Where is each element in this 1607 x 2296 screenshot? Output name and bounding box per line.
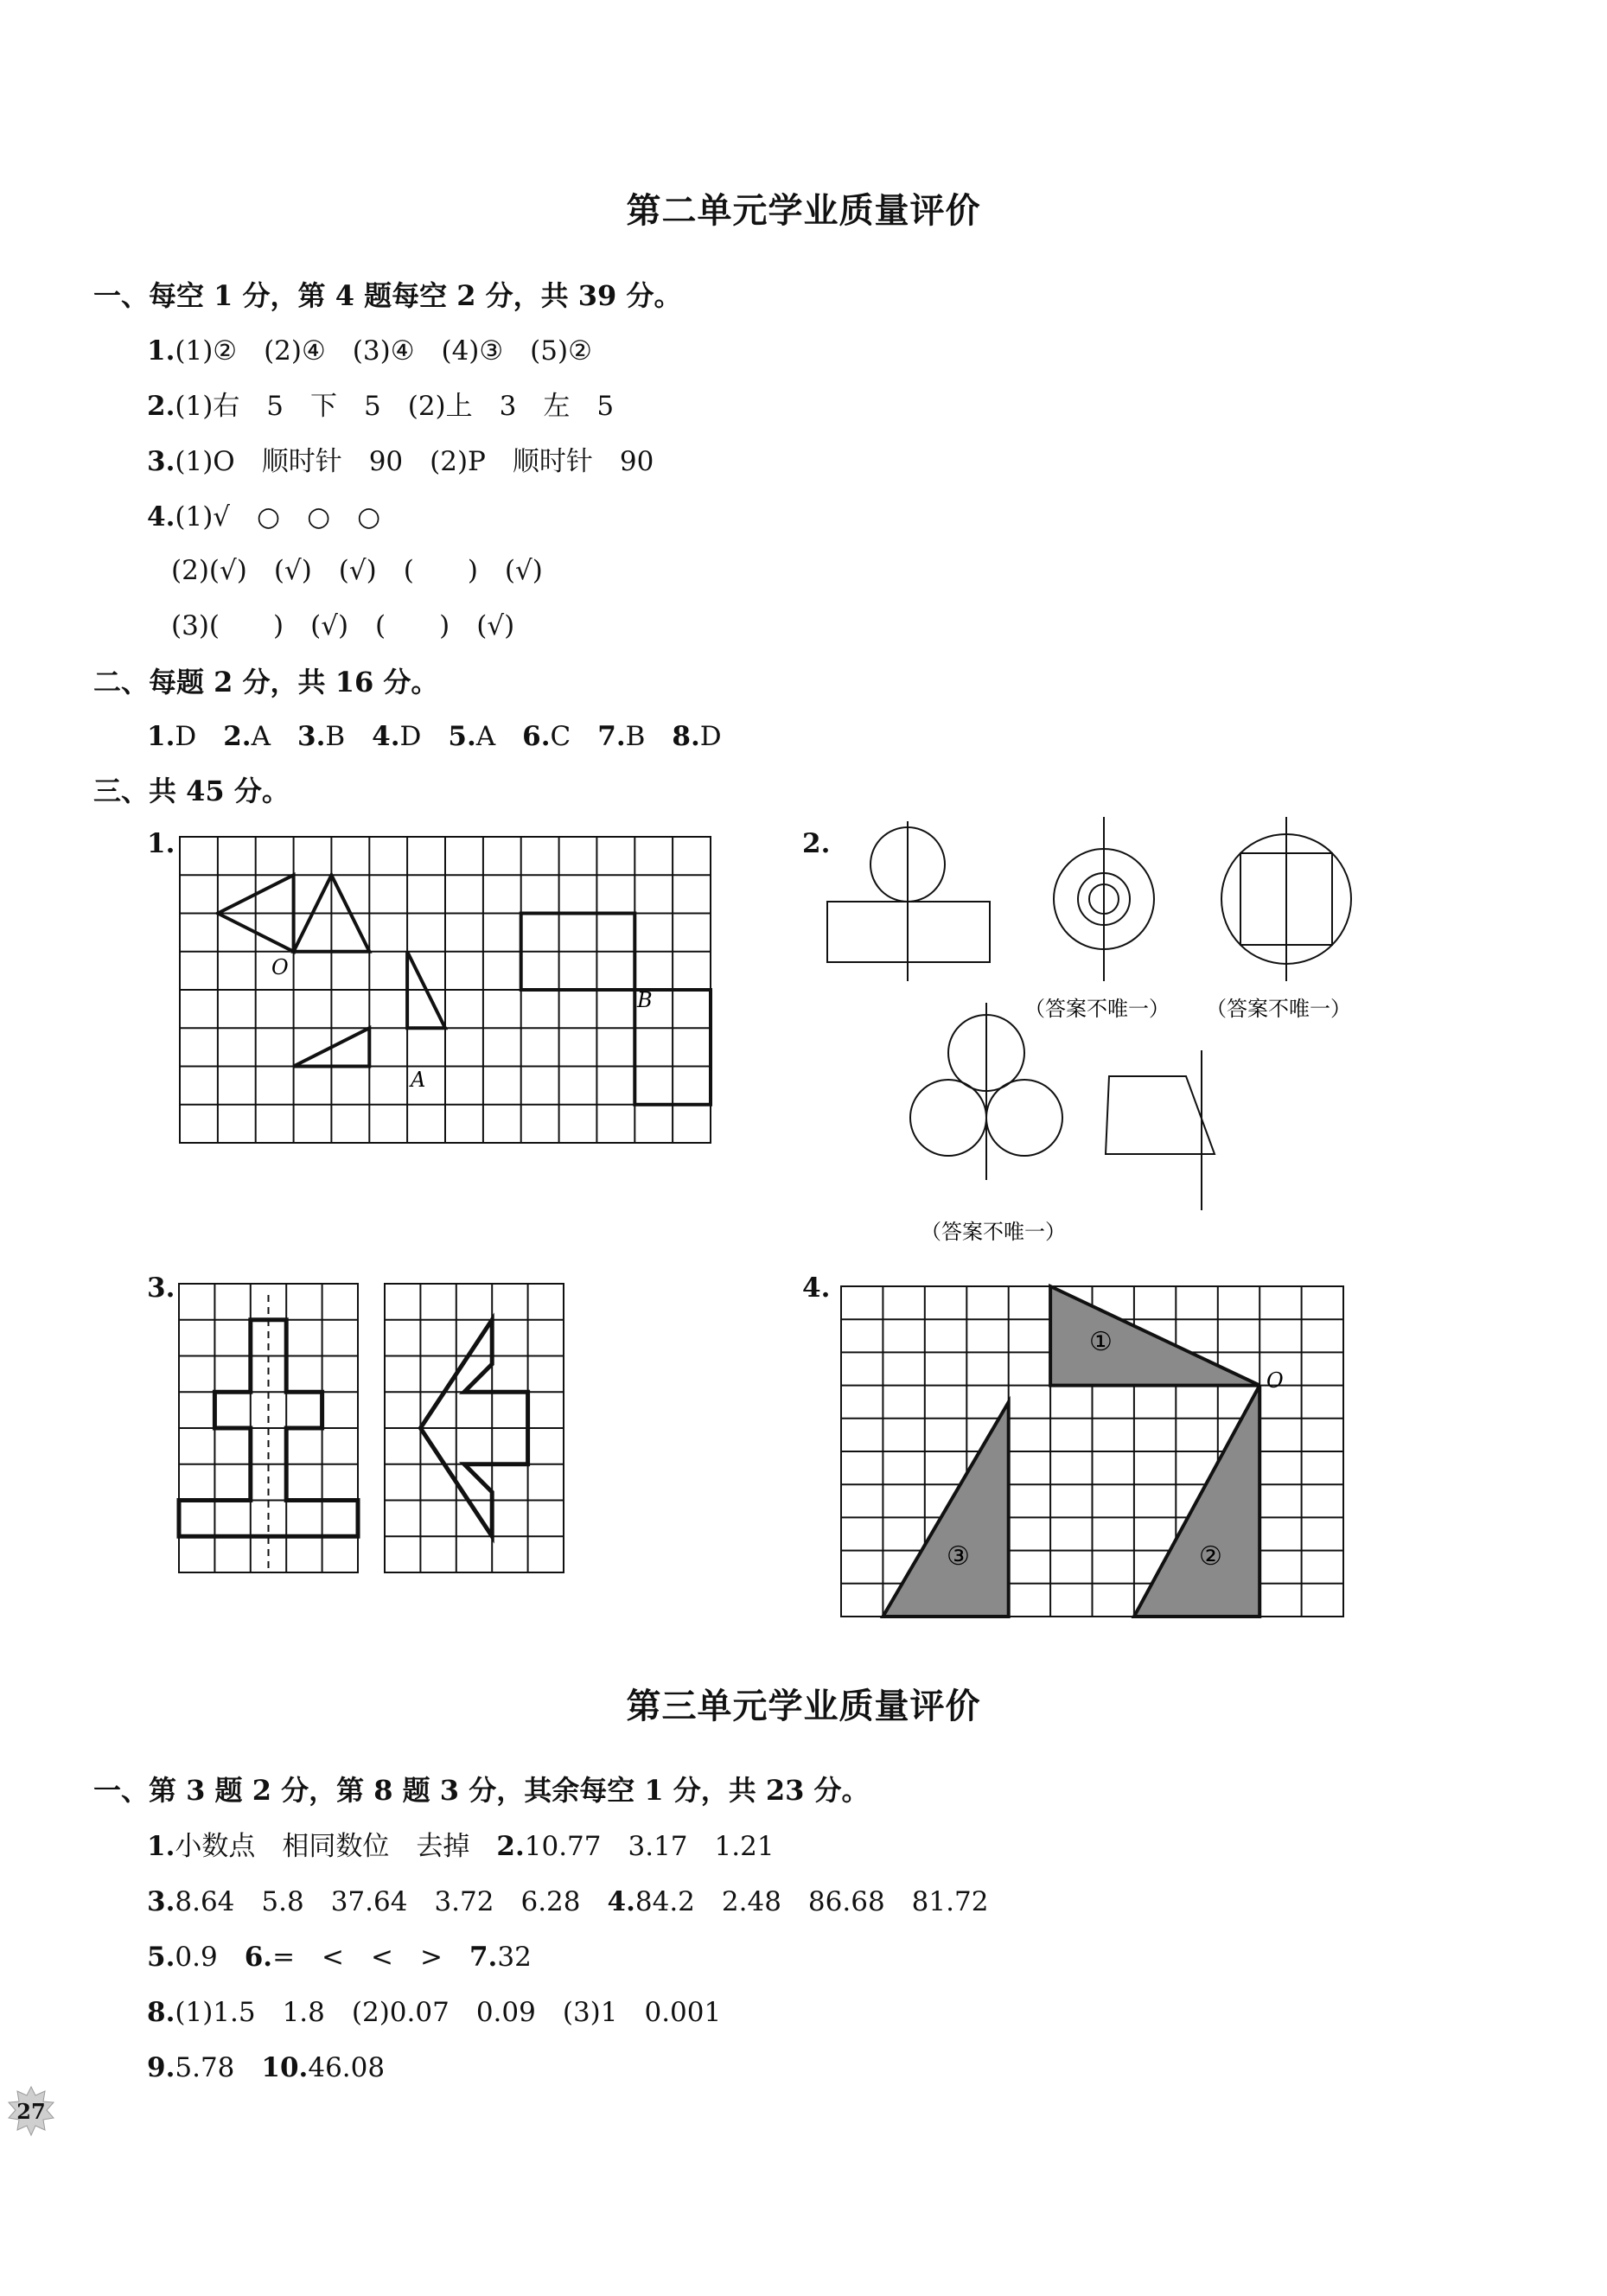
answer-line: (2)(√) (√) (√) ( ) (√) — [171, 555, 543, 586]
q1-number: 1. — [147, 828, 175, 859]
answer-line: 8.(1)1.5 1.8 (2)0.07 0.09 (3)1 0.001 — [147, 1997, 722, 2028]
page-number: 27 — [16, 2099, 46, 2124]
unit2-part3-heading: 三、共 45 分。 — [93, 775, 290, 807]
answer-line: 4.(1)√ ○ ○ ○ — [147, 501, 381, 533]
q2-fig4-circle-left — [910, 1080, 986, 1156]
q2-note: （答案不唯一） — [1024, 997, 1170, 1021]
q2-fig5-trapezoid — [1106, 1076, 1215, 1154]
unit2-title: 第二单元学业质量评价 — [626, 190, 981, 231]
q4-label-2: ② — [1199, 1541, 1222, 1572]
q2-symmetry-figures — [821, 817, 1383, 1244]
unit3-title: 第三单元学业质量评价 — [626, 1686, 981, 1726]
answer-line: 3.8.64 5.8 37.64 3.72 6.28 4.84.2 2.48 86.68 81.72 — [147, 1886, 989, 1917]
q4-label-3: ③ — [947, 1541, 970, 1572]
unit2-part2-heading: 二、每题 2 分，共 16 分。 — [93, 666, 439, 698]
answer-line: 9.5.78 10.46.08 — [147, 2052, 386, 2083]
answer-line: 5.0.9 6.= < < > 7.32 — [147, 1942, 532, 1973]
q4-triangle-2 — [1134, 1386, 1259, 1617]
answer-line: 3.(1)O 顺时针 90 (2)P 顺时针 90 — [147, 446, 654, 477]
page-number-badge — [3, 2083, 59, 2139]
q2-note: （答案不唯一） — [921, 1220, 1066, 1244]
q4-number: 4. — [802, 1272, 831, 1304]
q2-note: （答案不唯一） — [1206, 997, 1351, 1021]
q1-grid-figure — [173, 830, 717, 1150]
choice-answers: 1.D 2.A 3.B 4.D 5.A 6.C 7.B 8.D — [147, 721, 722, 752]
answer-line: 1.小数点 相同数位 去掉 2.10.77 3.17 1.21 — [147, 1831, 775, 1862]
q1-label-a: A — [411, 1068, 426, 1092]
unit2-part1-heading: 一、每空 1 分，第 4 题每空 2 分，共 39 分。 — [93, 279, 682, 312]
q2-fig4-circle-right — [986, 1080, 1062, 1156]
q3-number: 3. — [147, 1272, 175, 1304]
q4-triangle-1 — [1050, 1286, 1259, 1386]
q3-grid-figures — [173, 1278, 571, 1580]
q4-triangle-3 — [883, 1402, 1008, 1617]
q4-label-o: O — [1266, 1368, 1284, 1393]
answer-line: 1.(1)② (2)④ (3)④ (4)③ (5)② — [147, 335, 592, 367]
answer-line: (3)( ) (√) ( ) (√) — [171, 610, 515, 641]
answer-line: 2.(1)右 5 下 5 (2)上 3 左 5 — [147, 391, 615, 422]
q1-label-b: B — [637, 988, 653, 1012]
q2-number: 2. — [802, 828, 831, 859]
q4-grid-figure — [834, 1279, 1349, 1625]
q4-label-1: ① — [1089, 1327, 1113, 1357]
unit3-part1-heading: 一、第 3 题 2 分，第 8 题 3 分，其余每空 1 分，共 23 分。 — [93, 1774, 870, 1807]
q1-label-o: O — [271, 955, 289, 979]
